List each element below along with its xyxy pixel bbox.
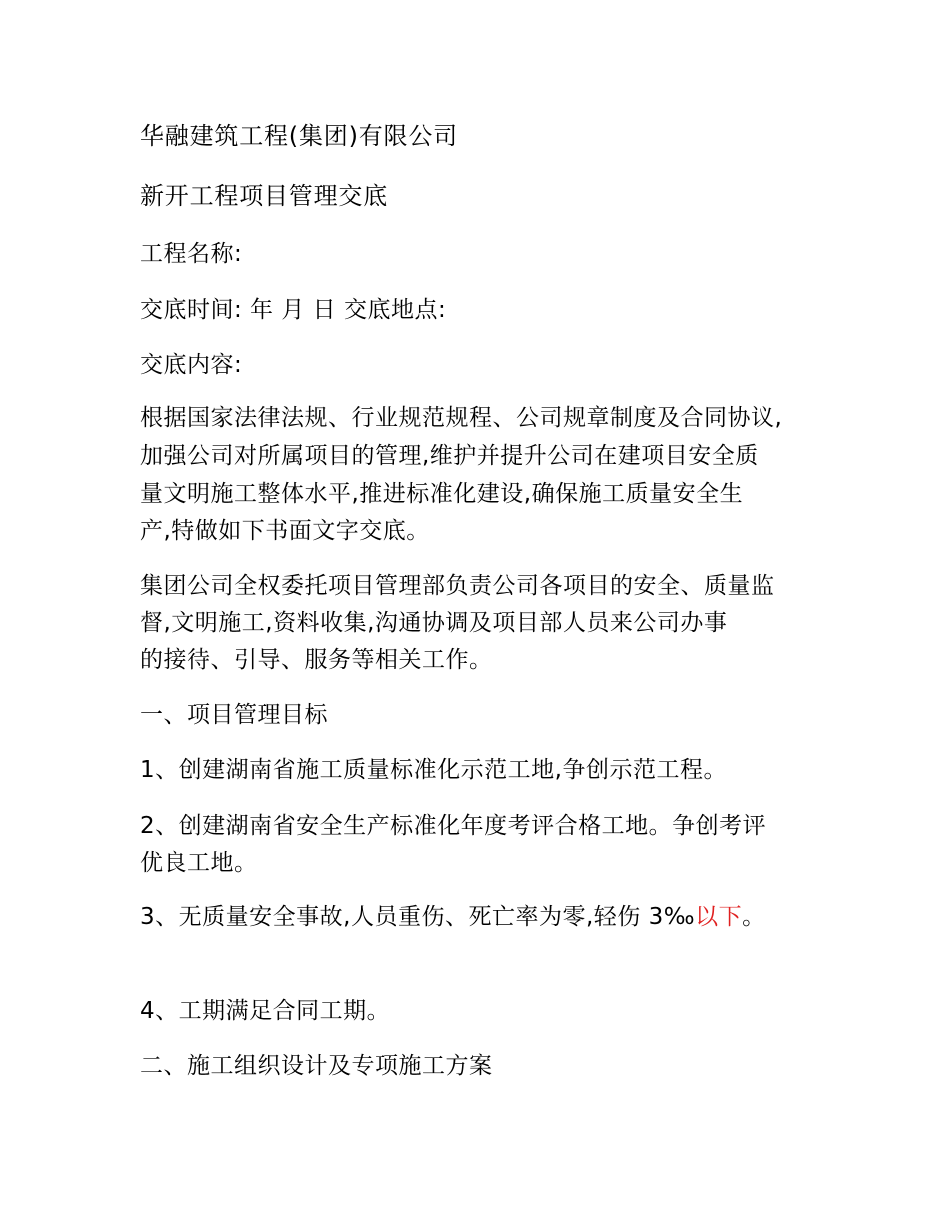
paragraph-1-line-2: 加强公司对所属项目的管理,维护并提升公司在建项目安全质 bbox=[140, 443, 759, 469]
project-name-label: 工程名称: bbox=[140, 241, 243, 267]
goal-item-3 bbox=[140, 899, 820, 936]
paragraph-2-line-3: 的接待、引导、服务等相关工作。 bbox=[140, 647, 493, 673]
goal-item-3-text: 3、无质量安全事故,人员重伤、死亡率为零,轻伤 3‰ bbox=[140, 904, 696, 930]
goal-item-2-line-1: 2、创建湖南省安全生产标准化年度考评合格工地。争创考评 bbox=[140, 813, 767, 839]
paragraph-1-line-4: 产,特做如下书面文字交底。 bbox=[140, 518, 430, 544]
company-title: 华融建筑工程(集团)有限公司 bbox=[140, 122, 458, 150]
goal-item-3-end: 。 bbox=[742, 904, 766, 930]
section-2-title: 二、施工组织设计及专项施工方案 bbox=[140, 1053, 493, 1079]
time-place-line: 交底时间: 年 月 日 交底地点: bbox=[140, 297, 447, 323]
paragraph-2-line-1: 集团公司全权委托项目管理部负责公司各项目的安全、质量监 bbox=[140, 573, 775, 599]
paragraph-1-line-1: 根据国家法律法规、行业规范规程、公司规章制度及合同协议, bbox=[140, 405, 783, 431]
goal-item-1: 1、创建湖南省施工质量标准化示范工地,争创示范工程。 bbox=[140, 757, 727, 783]
document-subtitle: 新开工程项目管理交底 bbox=[140, 182, 388, 210]
paragraph-2-line-2: 督,文明施工,资料收集,沟通协调及项目部人员来公司办事 bbox=[140, 610, 728, 636]
goal-item-3-highlight: 以下 bbox=[695, 904, 743, 930]
section-1-title: 一、项目管理目标 bbox=[140, 702, 328, 728]
goal-item-2-line-2: 优良工地。 bbox=[140, 850, 258, 876]
paragraph-1-line-3: 量文明施工整体水平,推进标准化建设,确保施工质量安全生 bbox=[140, 481, 744, 507]
content-label: 交底内容: bbox=[140, 352, 243, 378]
goal-item-4: 4、工期满足合同工期。 bbox=[140, 998, 391, 1024]
